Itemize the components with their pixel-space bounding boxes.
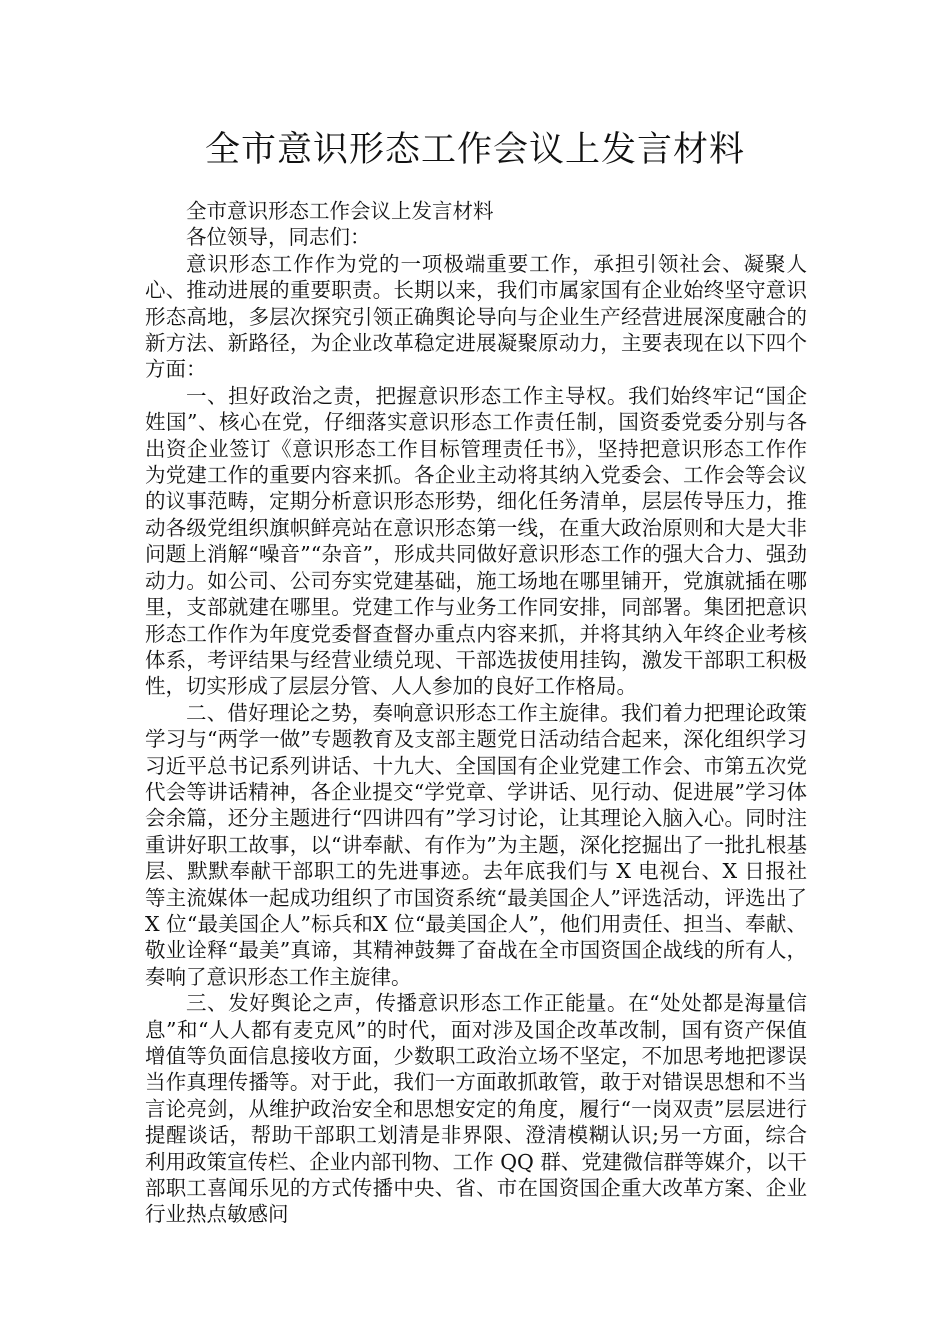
document-subtitle: 全市意识形态工作会议上发言材料 [186, 199, 494, 223]
greeting: 各位领导，同志们： [186, 225, 371, 250]
document-title: 全市意识形态工作会议上发言材料 [204, 130, 745, 170]
document-body [145, 198, 807, 1228]
paragraph-section-3: 三、发好舆论之声，传播意识形态工作正能量。在“处处都是海量信息”和“人人都有麦克风”的时代，面对涉及国企改革改制，国有资产保值增值等负面信息接收方面，少数职工政治立场不坚定，不加思考地把谬误当作真理传播等。对于此，我们一方面敢抓敢管，敢于对错误思想和不当言论亮剑，从维护政治安全和思想安定的角度，履行“一岗双责”层层进行提醒谈话，帮助干部职工划清是非界限、澄清模糊认识;另一方面，综合利用政策宣传栏、企业内部刊物、工作 QQ 群、党建微信群等媒介，以干部职工喜闻乐见的方式传播中央、省、市在国资国企重大改革方案、企业行业热点敏感问 [145, 991, 807, 1227]
paragraph-section-2: 二、借好理论之势，奏响意识形态工作主旋律。我们着力把理论政策学习与“两学一做”专题教育及支部主题党日活动结合起来，深化组织学习习近平总书记系列讲话、十九大、全国国有企业党建工作会、市第五次党代会等讲话精神，各企业提交“学党章、学讲话、见行动、促进展”学习体会余篇，还分主题进行“四讲四有”学习讨论，让其理论入脑入心。同时注重讲好职工故事，以“讲奉献、有作为”为主题，深化挖掘出了一批扎根基层、默默奉献干部职工的先进事迹。去年底我们与 X 电视台、X 日报社等主流媒体一起成功组织了市国资系统“最美国企人”评选活动，评选出了 X 位“最美国企人”标兵和X 位“最美国企人”，他们用责任、担当、奉献、敬业诠释“最美”真谛，其精神鼓舞了奋战在全市国资国企战线的所有人，奏响了意识形态工作主旋律。 [145, 700, 807, 989]
paragraph-intro: 意识形态工作作为党的一项极端重要工作，承担引领社会、凝聚人心、推动进展的重要职责。长期以来，我们市属家国有企业始终坚守意识形态高地，多层次探究引领正确舆论导向与企业生产经营进展深度融合的新方法、新路径，为企业改革稳定进展凝聚原动力，主要表现在以下四个方面： [145, 251, 807, 382]
paragraph-section-1: 一、担好政治之责，把握意识形态工作主导权。我们始终牢记“国企姓国”、核心在党，仔细落实意识形态工作责任制，国资委党委分别与各出资企业签订《意识形态工作目标管理责任书》，坚持把意识形态工作作为党建工作的重要内容来抓。各企业主动将其纳入党委会、工作会等会议的议事范畴，定期分析意识形态形势，细化任务清单，层层传导压力，推动各级党组织旗帜鲜亮站在意识形态第一线，在重大政治原则和大是大非问题上消解“噪音”“杂音”，形成共同做好意识形态工作的强大合力、强劲动力。如公司、公司夯实党建基础，施工场地在哪里铺开，党旗就插在哪里，支部就建在哪里。党建工作与业务工作同安排，同部署。集团把意识形态工作作为年度党委督查督办重点内容来抓，并将其纳入年终企业考核体系，考评结果与经营业绩兑现、干部选拔使用挂钩，激发干部职工积极性，切实形成了层层分管、人人参加的良好工作格局。 [145, 383, 807, 699]
